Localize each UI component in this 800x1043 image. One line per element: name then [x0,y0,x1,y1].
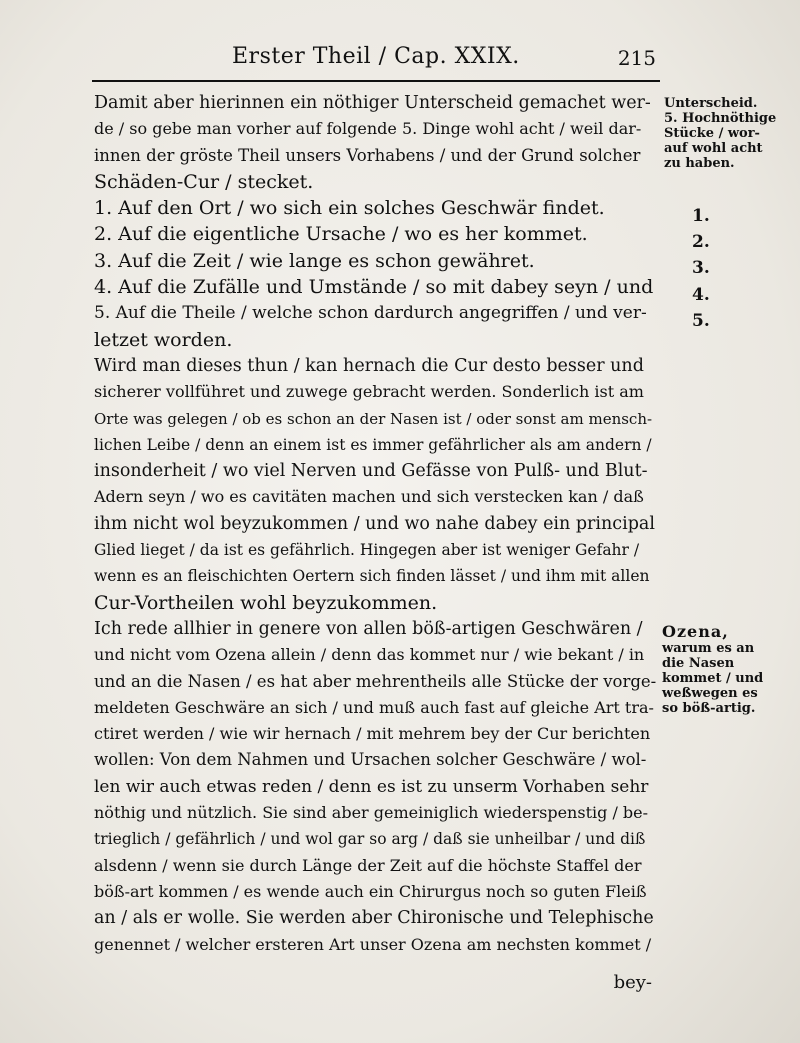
text-line: lichen Leibe / denn an einem ist es immer gefährlicher als am andern / [94,435,652,454]
text-line: de / so gebe man vorher auf folgende 5. Dinge wohl acht / weil dar- [94,119,642,139]
margin-note-line: Unterscheid. [664,96,758,111]
header-rule [92,80,660,82]
text-line: Damit aber hierinnen ein nöthiger Unterscheid gemachet wer- [94,93,651,113]
margin-note-line: auf wohl acht [664,141,763,156]
margin-number: 2. [692,232,710,252]
text-line: meldeten Geschwäre an sich / und muß auch fast auf gleiche Art tra- [94,697,654,717]
margin-note-title: Ozena, [662,622,729,641]
text-line: und an die Nasen / es hat aber mehrentheils alle Stücke der vorge- [94,671,656,691]
margin-note-five-things [664,96,782,171]
text-line: sicherer vollführet und zuwege gebracht werden. Sonderlich ist am [94,382,644,402]
margin-number: 3. [692,258,710,278]
text-line: böß-art kommen / es wende auch ein Chirurgus noch so guten Fleiß [94,881,647,901]
margin-note-line: Stücke / wor- [664,126,760,141]
text-line: wollen: Von dem Nahmen und Ursachen solcher Geschwäre / wol- [94,750,647,770]
running-head: Erster Theil / Cap. XXIX. [232,44,520,69]
page-number: 215 [617,46,656,70]
margin-note-line: die Nasen [662,656,735,671]
text-line: alsdenn / wenn sie durch Länge der Zeit auf die höchste Staffel der [94,855,642,875]
page-header [92,44,660,80]
catchword: bey- [613,972,652,993]
text-line: wenn es an fleischichten Oertern sich finden lässet / und ihm mit allen [94,567,650,586]
text-line: innen der gröste Theil unsers Vorhabens / und der Grund solcher [94,145,641,165]
margin-number: 4. [692,285,710,305]
text-line: Orte was gelegen / ob es schon an der Nasen ist / oder sonst am mensch- [94,409,653,428]
margin-number: 5. [692,311,710,331]
list-item: 3. Auf die Zeit / wie lange es schon gewähret. [94,249,535,272]
text-line: insonderheit / wo viel Nerven und Gefässe von Pulß- und Blut- [94,461,648,482]
text-line: letzet worden. [94,328,233,351]
list-item: 2. Auf die eigentliche Ursache / wo es her kommet. [94,223,588,246]
text-line: genennet / welcher ersteren Art unser Ozena am nechsten kommet / [94,934,652,954]
text-line: trieglich / gefährlich / und wol gar so arg / daß sie unheilbar / und diß [94,830,646,849]
text-line: Schäden-Cur / stecket. [94,170,314,193]
margin-number: 1. [692,206,710,226]
text-line: Glied lieget / da ist es gefährlich. Hingegen aber ist weniger Gefahr / [94,541,640,560]
text-line: an / als er wolle. Sie werden aber Chironische und Telephische [94,908,654,929]
margin-note-line: 5. Hochnöthige [664,111,777,126]
margin-note-line: so böß-artig. [662,701,756,716]
list-item: 5. Auf die Theile / welche schon dardurch angegriffen / und ver- [94,303,647,324]
margin-note-line: warum es an [662,641,755,656]
text-line: ctiret werden / wie wir hernach / mit mehrem bey der Cur berichten [94,724,651,744]
text-line: Cur-Vortheilen wohl beyzukommen. [94,591,438,614]
text-line: Wird man dieses thun / kan hernach die Cur desto besser und [94,355,644,376]
text-line: Adern seyn / wo es cavitäten machen und sich verstecken kan / daß [94,487,644,507]
margin-note-line: kommet / und [662,671,764,686]
list-item: 4. Auf die Zufälle und Umstände / so mit dabey seyn / und [94,276,654,299]
text-line: ihm nicht wol beyzukommen / und wo nahe dabey ein principal [94,513,655,534]
text-line: und nicht vom Ozena allein / denn das kommet nur / wie bekant / in [94,645,645,665]
body-text [94,90,656,958]
margin-note-line: weßwegen es [662,686,758,701]
text-line: len wir auch etwas reden / denn es ist zu unserm Vorhaben sehr [94,776,649,797]
text-line: nöthig und nützlich. Sie sind aber gemeiniglich wiederspenstig / be- [94,803,649,823]
list-item: 1. Auf den Ort / wo sich ein solches Geschwär findet. [94,197,605,220]
text-line: Ich rede allhier in genere von allen böß-artigen Geschwären / [94,618,643,639]
margin-note-ozena [662,624,780,716]
margin-note-line: zu haben. [664,156,735,171]
